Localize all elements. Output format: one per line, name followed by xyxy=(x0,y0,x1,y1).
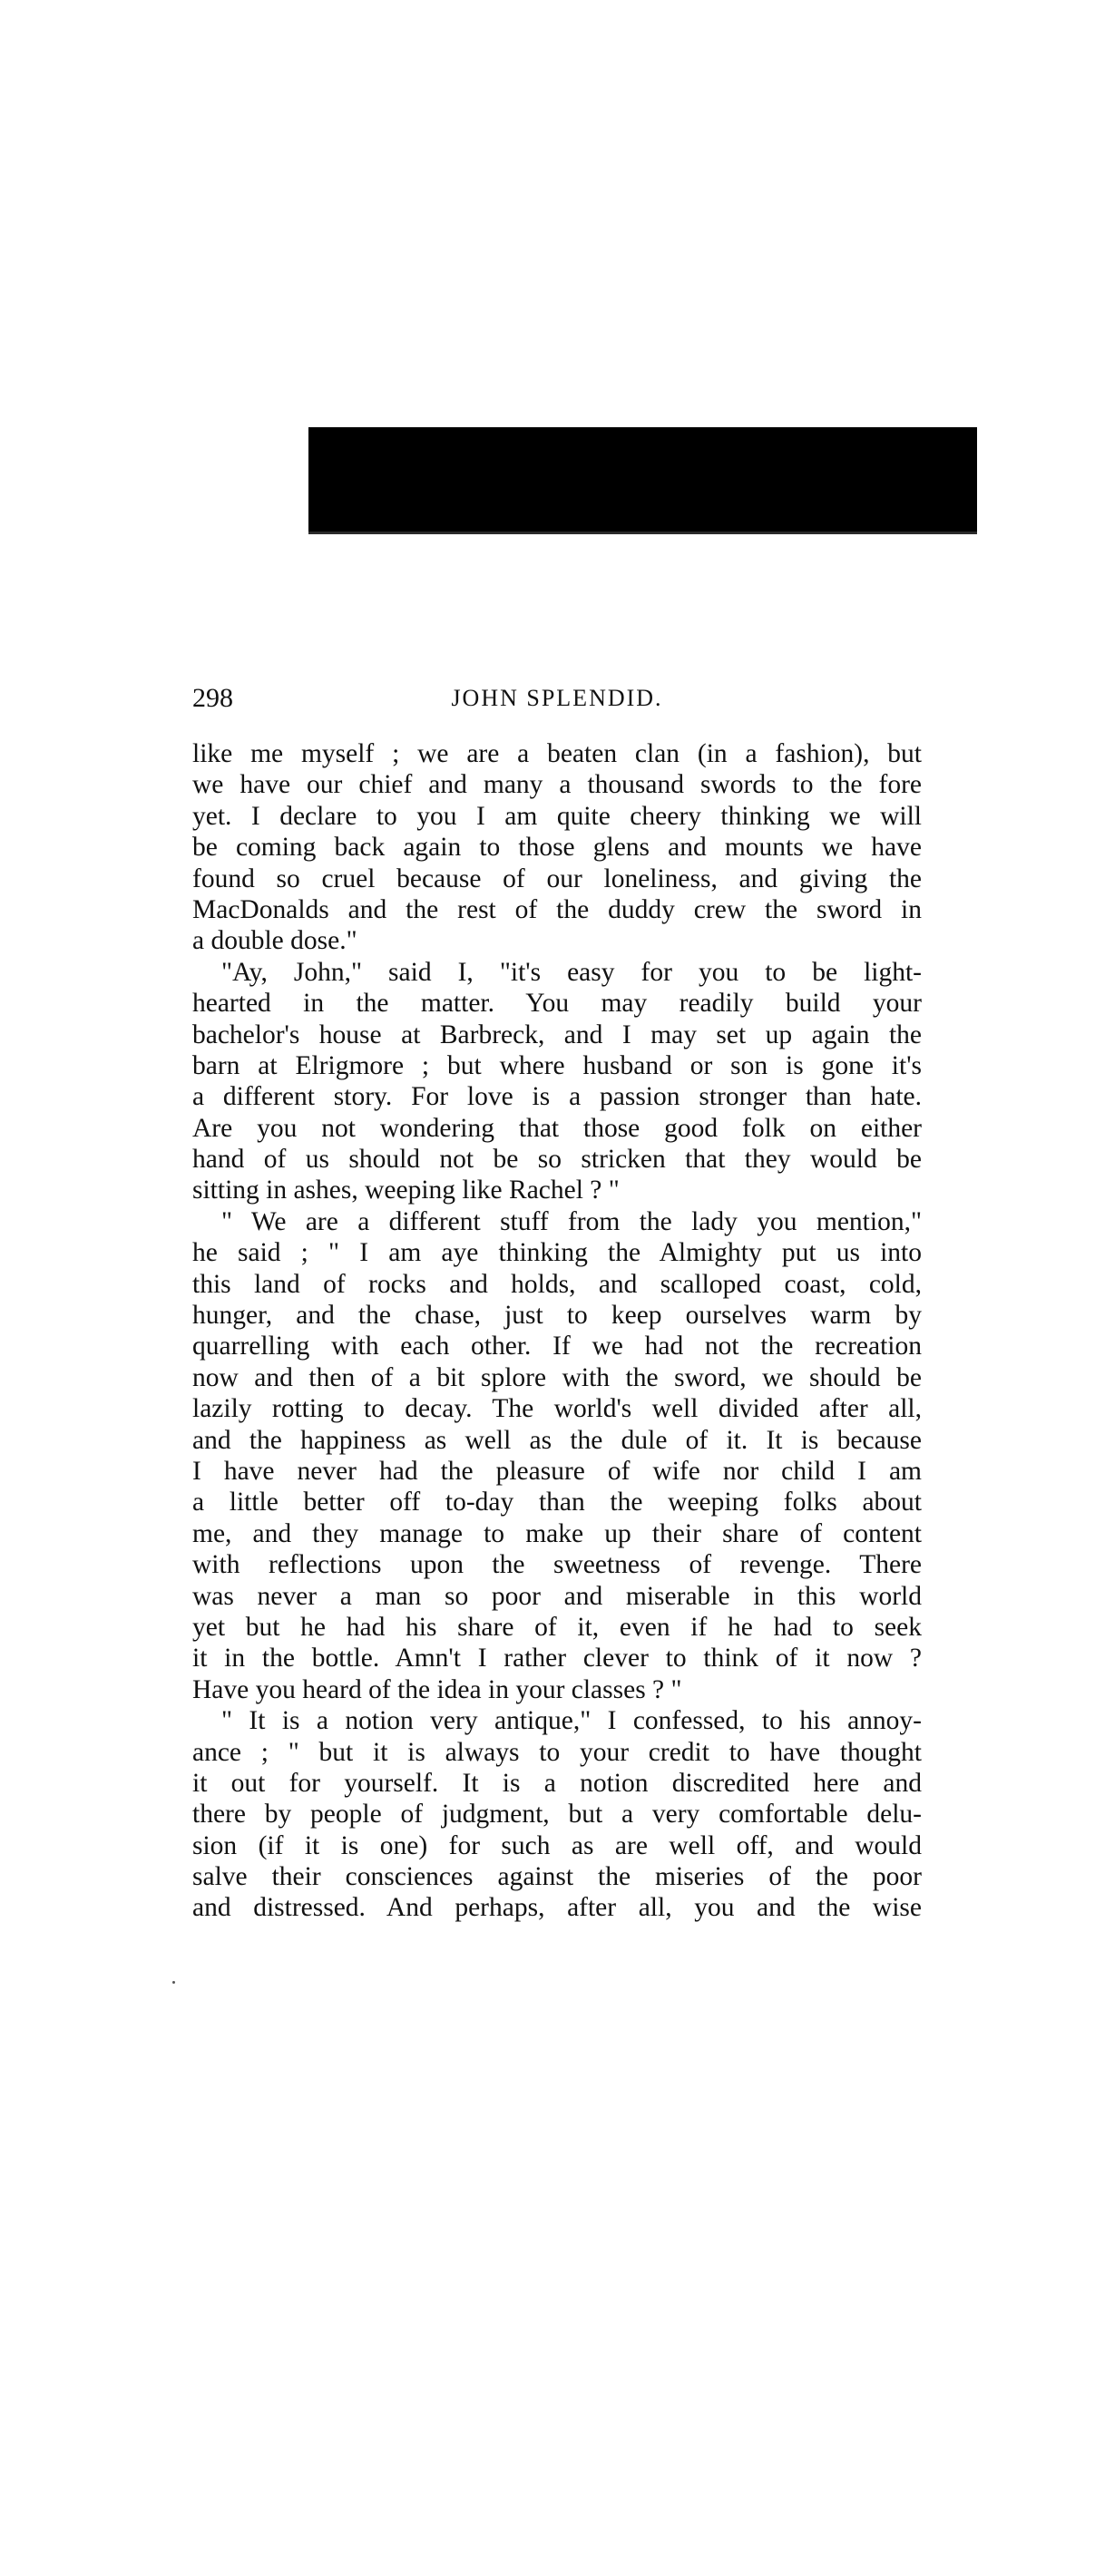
text-line: and the happiness as well as the dule of it. It is because xyxy=(192,1425,922,1455)
text-line: Are you not wondering that those good folk on either xyxy=(192,1113,922,1143)
text-line: hearted in the matter. You may readily build your xyxy=(192,989,922,1019)
text-line: ance ; " but it is always to your credit to have thought xyxy=(192,1737,922,1767)
text-line: sitting in ashes, weeping like Rachel ? " xyxy=(192,1176,620,1205)
text-line: like me myself ; we are a beaten clan (in a fashion), but xyxy=(192,739,922,768)
body-text xyxy=(192,738,922,1924)
scan-speck xyxy=(172,1981,175,1984)
page-header xyxy=(192,680,922,717)
text-line: yet. I declare to you I am quite cheery thinking we will xyxy=(192,801,922,831)
text-line: " It is a notion very antique," I confessed, to his annoy- xyxy=(221,1706,922,1736)
text-line: I have never had the pleasure of wife nor child I am xyxy=(192,1456,922,1486)
text-line: was never a man so poor and miserable in this world xyxy=(192,1581,922,1611)
text-line: MacDonalds and the rest of the duddy crew the sword in xyxy=(192,894,922,924)
paragraph xyxy=(192,957,922,1206)
text-line: yet but he had his share of it, even if he had to seek xyxy=(192,1612,922,1642)
running-title: JOHN SPLENDID. xyxy=(451,685,663,711)
paragraph xyxy=(192,1206,922,1705)
redaction-bar xyxy=(308,427,977,533)
text-line: this land of rocks and holds, and scalloped coast, cold, xyxy=(192,1269,922,1299)
text-line: and distressed. And perhaps, after all, you and the wise xyxy=(192,1893,922,1923)
text-line: bachelor's house at Barbreck, and I may set up again the xyxy=(192,1020,922,1049)
text-line: barn at Elrigmore ; but where husband or son is gone it's xyxy=(192,1050,922,1080)
paragraph xyxy=(192,1705,922,1924)
page-number: 298 xyxy=(192,683,233,713)
text-line: it in the bottle. Amn't I rather clever to think of it now ? xyxy=(192,1644,922,1673)
text-line: quarrelling with each other. If we had not the recreation xyxy=(192,1332,922,1361)
text-line: sion (if it is one) for such as are well off, and would xyxy=(192,1830,922,1860)
text-line: a different story. For love is a passion stronger than hate. xyxy=(192,1082,922,1112)
text-line: lazily rotting to decay. The world's well divided after all, xyxy=(192,1394,922,1424)
text-line: there by people of judgment, but a very comfortable delu- xyxy=(192,1800,922,1830)
redaction-bar-edge xyxy=(308,532,977,534)
text-line: hand of us should not be so stricken that they would be xyxy=(192,1145,922,1175)
text-line: " We are a different stuff from the lady you mention," xyxy=(221,1206,922,1236)
text-line: hunger, and the chase, just to keep ourselves warm by xyxy=(192,1301,922,1331)
text-line: be coming back again to those glens and mounts we have xyxy=(192,833,922,863)
text-line: we have our chief and many a thousand swords to the fore xyxy=(192,770,922,800)
text-line: he said ; " I am aye thinking the Almighty put us into xyxy=(192,1238,922,1268)
text-line: now and then of a bit splore with the sword, we should be xyxy=(192,1362,922,1392)
text-line: a little better off to-day than the weeping folks about xyxy=(192,1488,922,1517)
paragraph xyxy=(192,738,922,957)
text-line: "Ay, John," said I, "it's easy for you to be light- xyxy=(221,957,922,987)
text-line: a double dose." xyxy=(192,926,357,956)
text-line: me, and they manage to make up their share of content xyxy=(192,1518,922,1548)
text-line: with reflections upon the sweetness of revenge. There xyxy=(192,1550,922,1580)
text-line: found so cruel because of our loneliness, and giving the xyxy=(192,864,922,893)
text-line: Have you heard of the idea in your classes ? " xyxy=(192,1674,682,1704)
text-line: salve their consciences against the miseries of the poor xyxy=(192,1862,922,1892)
text-line: it out for yourself. It is a notion discredited here and xyxy=(192,1768,922,1798)
